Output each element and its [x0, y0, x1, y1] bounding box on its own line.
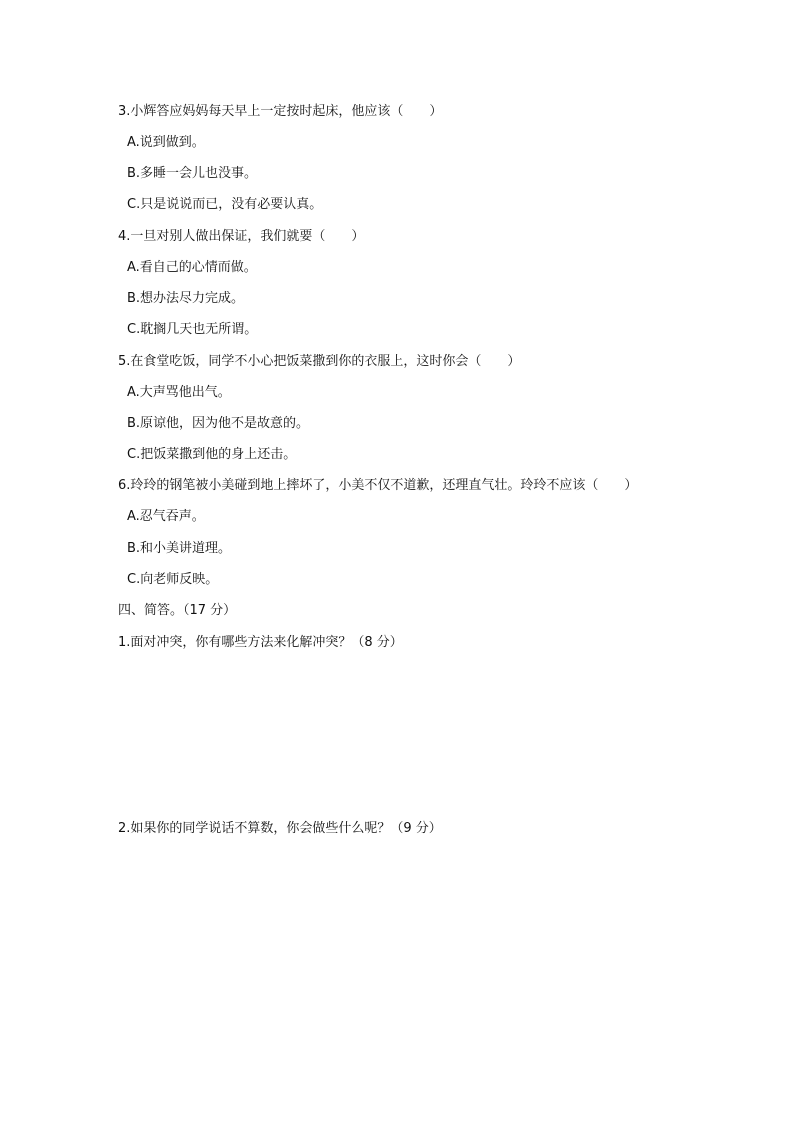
section-4-title: 四、简答。（17 分） — [118, 603, 237, 618]
question-5: 5.在食堂吃饭，同学不小心把饭菜撒到你的衣服上，这时你会（ ） — [118, 354, 521, 369]
short-answer-1: 1.面对冲突，你有哪些方法来化解冲突？（8 分） — [118, 635, 403, 650]
question-6-option-a: A.忍气吞声。 — [127, 509, 205, 524]
question-3-option-a: A.说到做到。 — [127, 135, 205, 150]
question-5-option-a: A.大声骂他出气。 — [127, 385, 231, 400]
question-5-option-c: C.把饭菜撒到他的身上还击。 — [127, 447, 297, 462]
question-3: 3.小辉答应妈妈每天早上一定按时起床，他应该（ ） — [118, 104, 443, 119]
question-6-option-c: C.向老师反映。 — [127, 572, 219, 587]
question-3-option-b: B.多睡一会儿也没事。 — [127, 166, 258, 181]
question-4-option-a: A.看自己的心情而做。 — [127, 260, 257, 275]
question-6: 6.玲玲的钢笔被小美碰到地上摔坏了，小美不仅不道歉，还理直气壮。玲玲不应该（ ） — [118, 478, 638, 493]
question-5-option-b: B.原谅他，因为他不是故意的。 — [127, 416, 310, 431]
question-4: 4.一旦对别人做出保证，我们就要（ ） — [118, 229, 365, 244]
question-6-option-b: B.和小美讲道理。 — [127, 541, 232, 556]
question-3-option-c: C.只是说说而已，没有必要认真。 — [127, 197, 323, 212]
short-answer-2: 2.如果你的同学说话不算数，你会做些什么呢？（9 分） — [118, 821, 442, 836]
question-4-option-b: B.想办法尽力完成。 — [127, 291, 245, 306]
question-4-option-c: C.耽搁几天也无所谓。 — [127, 322, 258, 337]
